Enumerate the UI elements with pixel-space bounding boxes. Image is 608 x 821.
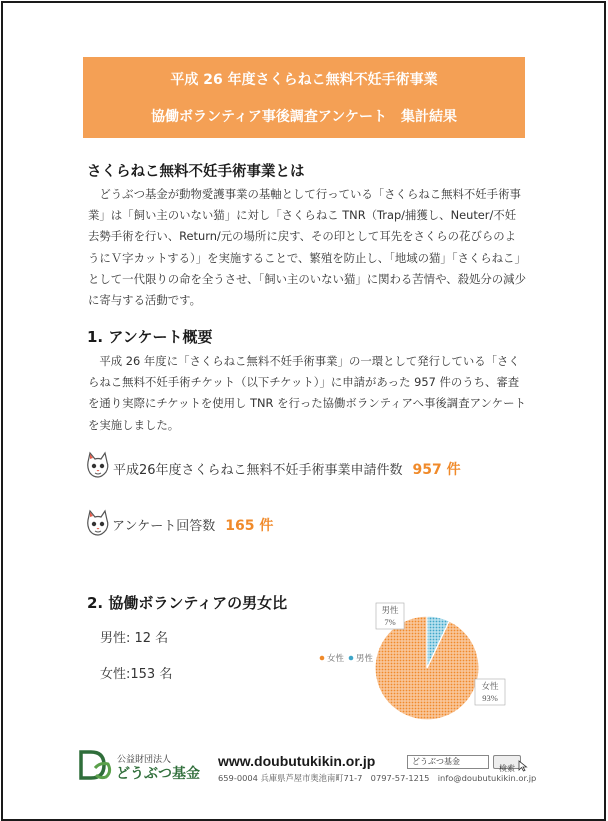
- male-count: 男性: 12 名: [100, 631, 169, 646]
- slice-label-male-name: 男性: [381, 605, 399, 615]
- legend-label-male: 男性: [356, 653, 374, 663]
- female-count: 女性:153 名: [100, 667, 173, 682]
- gender-heading: 2. 協働ボランティアの男女比: [87, 594, 288, 612]
- cat-face-icon: [84, 451, 112, 479]
- legend-label-female: 女性: [327, 653, 345, 663]
- overview-paragraph: 平成 26 年度に「さくらねこ無料不妊手術事業」の一環として発行している「さくらねこ無料不妊手術チケット（以下チケット）」に申請があった 957 件のうち、審査を通り実際にチケットを使用し TNR を行った協働ボランティアへ事後調査アンケートを実施しました。: [88, 354, 526, 432]
- website-url[interactable]: www.doubutukikin.or.jp: [218, 753, 376, 769]
- application-count-label: 平成26年度さくらねこ無料不妊手術事業申請件数: [113, 463, 403, 478]
- overview-heading: 1. アンケート概要: [87, 328, 213, 346]
- gender-pie-chart: [300, 596, 525, 736]
- slice-label-female-name: 女性: [481, 681, 499, 691]
- about-paragraph: どうぶつ基金が動物愛護事業の基軸として行っている「さくらねこ無料不妊手術事業」は「飼い主のいない猫」に対し「さくらねこ TNR（Trap/捕獲し、Neuter/不妊去勢手術を行い、Return/元の場所に戻す、その印として耳先をさくらの花びらのようにＶ字カットする）」を実施することで、繁殖を防止し、「地域の猫」「さくらねこ」として一代限りの命を全うさせ、「飼い主のいない猫」に関わる苦情や、殺処分の減少に寄与する活動です。: [88, 187, 526, 308]
- legend-swatch-male: [349, 656, 354, 661]
- org-name: どうぶつ基金: [116, 766, 200, 782]
- application-count-stat: [113, 459, 461, 479]
- title-line-1: 平成 26 年度さくらねこ無料不妊手術事業: [170, 72, 438, 88]
- search-input[interactable]: どうぶつ基金: [407, 755, 489, 769]
- title-line-2: 協働ボランティア事後調査アンケート 集計結果: [150, 109, 458, 125]
- foundation-logo-mark-icon: [78, 750, 114, 780]
- slice-label-female: [475, 679, 505, 705]
- org-type-label: 公益財団法人: [117, 755, 172, 765]
- contact-address: 659-0004 兵庫県芦屋市奥池南町71-7 0797-57-1215 info@doubutukikin.or.jp: [218, 773, 537, 783]
- cursor-pointer-icon: [517, 760, 529, 772]
- response-count-label: アンケート回答数: [112, 519, 216, 534]
- response-count-stat: [112, 515, 273, 535]
- legend-swatch-female: [320, 656, 325, 661]
- title-banner: [83, 57, 525, 138]
- cat-face-icon: [84, 509, 112, 537]
- slice-label-male: [376, 603, 404, 629]
- slice-label-male-pct: 7%: [384, 617, 396, 627]
- search-button[interactable]: 検索: [493, 755, 521, 769]
- application-count-value: 957 件: [412, 462, 461, 478]
- response-count-value: 165 件: [225, 518, 274, 534]
- about-heading: さくらねこ無料不妊手術事業とは: [87, 164, 305, 180]
- slice-label-female-pct: 93%: [482, 693, 498, 703]
- chart-legend: [320, 653, 374, 663]
